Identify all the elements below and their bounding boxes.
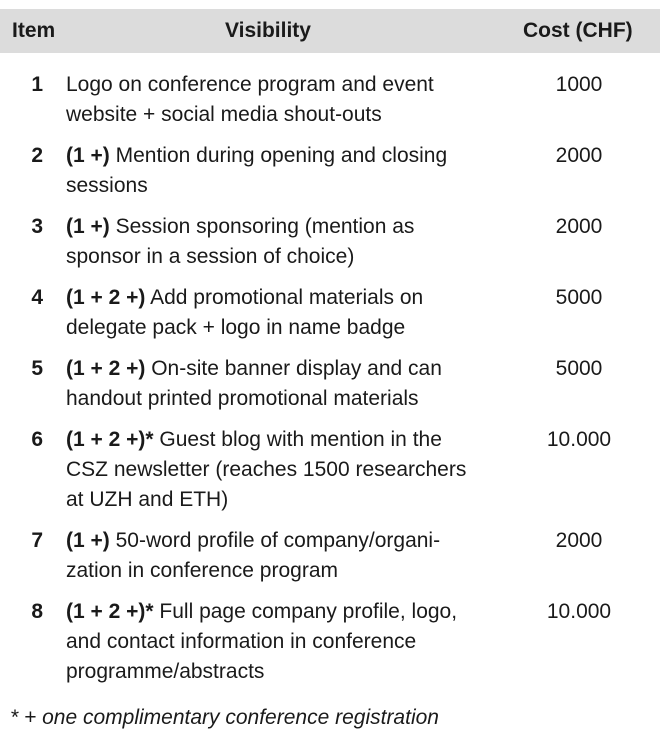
sponsorship-table	[0, 9, 660, 698]
visibility-line	[66, 212, 498, 242]
table-row	[0, 70, 660, 130]
visibility-line	[66, 485, 498, 515]
visibility-text: delegate pack + logo in name badge	[66, 316, 406, 339]
table-row	[0, 212, 660, 272]
visibility-cell	[43, 283, 498, 343]
cost-cell: 10.000	[546, 600, 612, 623]
item-number: 8	[31, 600, 43, 623]
visibility-cell	[43, 526, 498, 586]
visibility-line	[66, 242, 498, 272]
visibility-cell	[43, 597, 498, 687]
visibility-text: website + social media shout-outs	[66, 103, 382, 126]
table-row	[0, 526, 660, 586]
table-row	[0, 425, 660, 515]
header-item: Item	[12, 19, 56, 42]
visibility-text: Mention during opening and closing	[109, 144, 448, 167]
cost-cell: 2000	[555, 215, 603, 238]
table-row	[0, 354, 660, 414]
package-prefix: (1 + 2 +)	[66, 357, 146, 380]
visibility-text: 50-word profile of company/organi-	[109, 529, 441, 552]
cost-cell: 5000	[555, 357, 603, 380]
visibility-line	[66, 171, 498, 201]
table-header	[0, 9, 660, 53]
package-prefix: (1 + 2 +)*	[66, 600, 154, 623]
visibility-line	[66, 627, 498, 657]
item-number: 6	[31, 428, 43, 451]
visibility-text: sponsor in a session of choice)	[66, 245, 355, 268]
header-cost: Cost (CHF)	[523, 19, 633, 42]
visibility-cell	[43, 354, 498, 414]
visibility-line	[66, 425, 498, 455]
cost-cell: 2000	[555, 144, 603, 167]
item-number: 3	[31, 215, 43, 238]
visibility-line	[66, 455, 498, 485]
cost-cell: 1000	[555, 73, 603, 96]
cost-cell: 5000	[555, 286, 603, 309]
package-prefix: (1 + 2 +)	[66, 286, 146, 309]
visibility-line	[66, 597, 498, 627]
table-body	[0, 70, 660, 687]
header-visibility: Visibility	[225, 19, 311, 42]
cost-cell: 10.000	[546, 428, 612, 451]
visibility-text: and contact information in conference	[66, 630, 417, 653]
table-row	[0, 597, 660, 687]
visibility-text: Session sponsoring (mention as	[109, 215, 415, 238]
item-number: 5	[31, 357, 43, 380]
visibility-line	[66, 283, 498, 313]
visibility-text: On-site banner display and can	[145, 357, 442, 380]
item-number: 7	[31, 529, 43, 552]
item-number: 4	[31, 286, 43, 309]
visibility-line	[66, 526, 498, 556]
visibility-line	[66, 556, 498, 586]
table-row	[0, 141, 660, 201]
visibility-line	[66, 313, 498, 343]
visibility-text: handout printed promotional materials	[66, 387, 419, 410]
package-prefix: (1 +)	[66, 529, 110, 552]
visibility-cell	[43, 425, 498, 515]
visibility-line	[66, 141, 498, 171]
package-prefix: (1 +)	[66, 144, 110, 167]
item-number: 2	[31, 144, 43, 167]
visibility-text: Logo on conference program and event	[66, 73, 434, 96]
visibility-line	[66, 354, 498, 384]
table-row	[0, 283, 660, 343]
visibility-line	[66, 70, 498, 100]
item-number: 1	[31, 73, 43, 96]
visibility-text: sessions	[66, 174, 148, 197]
visibility-text: Guest blog with mention in the	[153, 428, 442, 451]
visibility-line	[66, 384, 498, 414]
visibility-text: CSZ newsletter (reaches 1500 researchers	[66, 458, 467, 481]
package-prefix: (1 + 2 +)*	[66, 428, 154, 451]
visibility-text: programme/abstracts	[66, 660, 265, 683]
visibility-text: Add promotional materials on	[145, 286, 424, 309]
visibility-cell	[43, 212, 498, 272]
package-prefix: (1 +)	[66, 215, 110, 238]
visibility-line	[66, 657, 498, 687]
footnote: * + one complimentary conference registration	[10, 706, 439, 729]
cost-cell: 2000	[555, 529, 603, 552]
visibility-text: at UZH and ETH)	[66, 488, 229, 511]
visibility-cell	[43, 70, 498, 130]
visibility-line	[66, 100, 498, 130]
visibility-text: Full page company profile, logo,	[153, 600, 458, 623]
visibility-cell	[43, 141, 498, 201]
visibility-text: zation in conference program	[66, 559, 338, 582]
